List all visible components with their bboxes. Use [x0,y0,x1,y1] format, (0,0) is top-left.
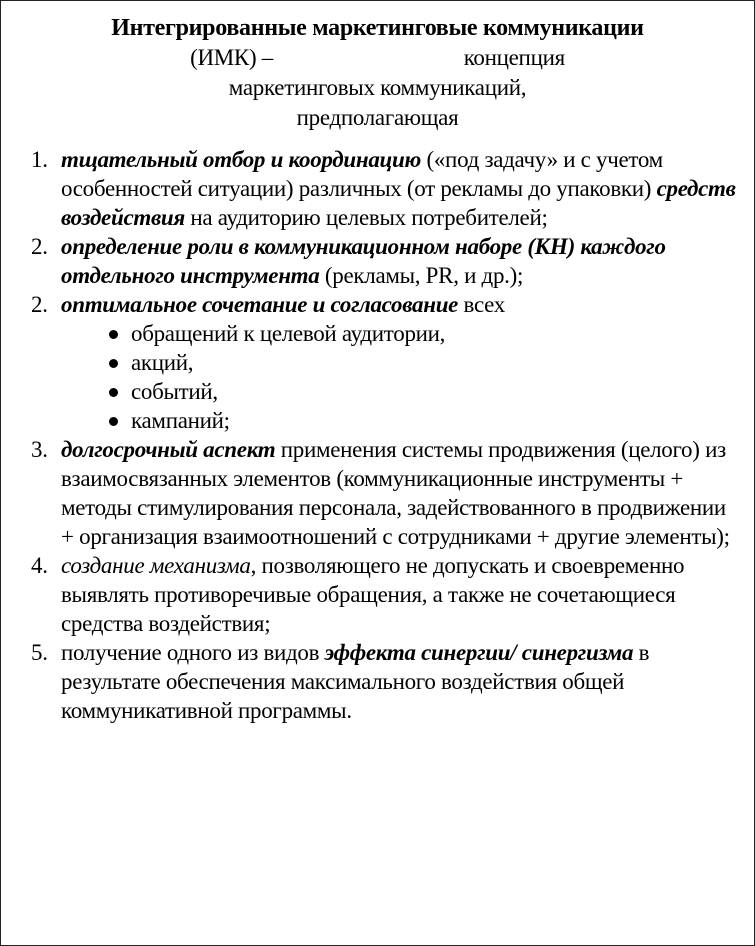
bullet-list [61,319,742,435]
body-text: всех [458,292,505,317]
body-text: («под задачу» и с учетом особенностей ситуации) различных (от рекламы до упаковки) [61,147,663,201]
body-text: получение одного из видов [61,640,325,665]
bullet-icon [109,330,118,339]
item-number: 1. [31,147,48,172]
body-text: применения системы продвижения (целого) из взаимосвязанных элементов (коммуникационные инструменты + методы стимулирования персонала, задействованного в продвижении + организация взаимоотношений с сотрудниками + другие элементы); [61,437,730,549]
item-number: 5. [31,640,48,665]
emphasis-text: оптимальное сочетание и согласование [61,292,459,317]
list-item [31,638,742,725]
emphasis-text: средств воздействия [61,176,736,230]
body-text: в результате обеспечения максимального воздействия общей коммуникативной программы. [61,640,650,723]
emphasis-text: тщательный отбор и координацию [61,147,422,172]
definition-intro [11,43,744,133]
body-text: , позволяющего не допускать и своевременно выявлять противоречивые обращения, а также не сочетающиеся средства воздействия; [61,553,685,636]
bullet-item [109,377,742,406]
list-item [31,435,742,551]
italic-text: создание механизма [61,553,251,578]
intro-line-3: предполагающая [296,105,459,130]
intro-line-1: (ИМК) – концепция [190,45,565,70]
bullet-item [109,319,742,348]
emphasis-text: определение роли в коммуникационном наборе (КН) каждого отдельного инструмента [61,234,666,288]
bullet-text: акций, [131,350,194,375]
list-item [31,551,742,638]
item-number: 2. [31,234,48,259]
bullet-text: событий, [131,379,218,404]
body-text: на аудиторию целевых потребителей; [184,205,548,230]
item-number: 4. [31,553,48,578]
item-number: 2. [31,292,48,317]
intro-line-2: маркетинговых коммуникаций, [228,75,527,100]
bullet-item [109,348,742,377]
emphasis-text: эффекта синергии/ синергизма [324,640,634,665]
bullet-icon [109,388,118,397]
list-item [31,290,742,435]
bullet-text: обращений к целевой аудитории, [131,321,446,346]
bullet-item [109,406,742,435]
emphasis-text: долгосрочный аспект [61,437,276,462]
list-item [31,232,742,290]
document-title: Интегрированные маркетинговые коммуникации [111,15,644,41]
body-text: (рекламы, PR, и др.); [319,263,524,288]
item-number: 3. [31,437,48,462]
points-list [31,145,742,725]
bullet-text: кампаний; [131,408,230,433]
list-item [31,145,742,232]
bullet-icon [109,417,118,426]
bullet-icon [109,359,118,368]
